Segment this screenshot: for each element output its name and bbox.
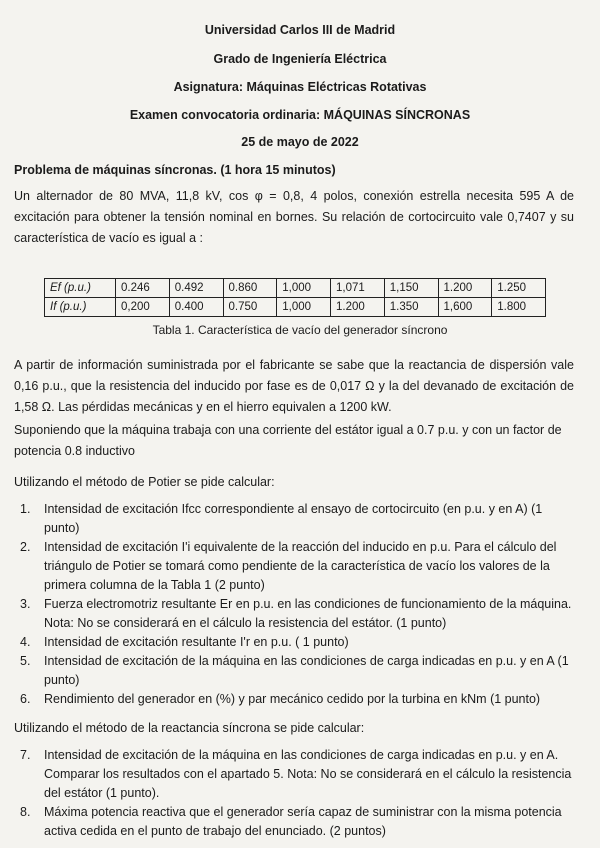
table-cell: 1.200 <box>438 279 492 298</box>
table-cell: 0.750 <box>223 298 277 317</box>
sync-reactance-intro: Utilizando el método de la reactancia síncrona se pide calcular: <box>14 721 365 735</box>
exam-date: 25 de mayo de 2022 <box>241 135 359 149</box>
table-cell: 0.492 <box>169 279 223 298</box>
table-cell: 1,600 <box>438 298 492 317</box>
list-item: 3. Fuerza electromotriz resultante Er en p.u. en las condiciones de funcionamiento de la máquina. Nota: No se considerará en el cálculo la resistencia del estátor. (1 punto) <box>20 597 572 630</box>
list-item: 7. Intensidad de excitación de la máquina en las condiciones de carga indicadas en p.u. y en A. Comparar los resultados con el apartado 5. Nota: No se considerará en el cálculo la resistencia del estátor (1 punto). <box>20 748 572 800</box>
list-item: 5. Intensidad de excitación de la máquina en las condiciones de carga indicadas en p.u. y en A (1 punto) <box>20 654 569 687</box>
degree-title: Grado de Ingeniería Eléctrica <box>213 52 387 66</box>
list-item: 6. Rendimiento del generador en (%) y par mecánico cedido por la turbina en kNm (1 punto) <box>20 692 541 706</box>
manufacturer-paragraph: A partir de información suministrada por el fabricante se sabe que la reactancia de dispersión vale 0,16 p.u., que la resistencia del inducido por fase es de 0,017 Ω y la del devanado de excitación de 1,58 Ω. Las pérdidas mecánicas y en el hierro equivalen a 1200 kW. <box>14 358 574 414</box>
list-item: 4. Intensidad de excitación resultante I'r en p.u. ( 1 punto) <box>20 635 349 649</box>
problem-title: Problema de máquinas síncronas. (1 hora 15 minutos) <box>14 163 336 177</box>
potier-question-list <box>16 500 576 709</box>
sync-question-list <box>16 746 576 841</box>
potier-intro: Utilizando el método de Potier se pide calcular: <box>14 475 275 489</box>
table-cell: 1,071 <box>331 279 385 298</box>
list-item: 2. Intensidad de excitación I'i equivalente de la reacción del inducido en p.u. Para el cálculo del triángulo de Potier se tomará como pendiente de la característica de vacío los valores de la primera columna de la Tabla 1 (2 punto) <box>20 540 557 592</box>
table-cell: 1.250 <box>492 279 546 298</box>
table-cell: 1.350 <box>384 298 438 317</box>
table-cell: 0.400 <box>169 298 223 317</box>
row-label-if: If (p.u.) <box>45 298 116 317</box>
table-cell: 1,000 <box>277 279 331 298</box>
table-cell: 1.800 <box>492 298 546 317</box>
table-row <box>45 298 546 317</box>
table-cell: 0.246 <box>116 279 170 298</box>
intro-paragraph: Un alternador de 80 MVA, 11,8 kV, cos φ = 0,8, 4 polos, conexión estrella necesita 595 A de excitación para obtener la tensión nominal en bornes. Su relación de cortocircuito vale 0,7407 y su característica de vacío es igual a : <box>14 189 574 245</box>
list-item: 1. Intensidad de excitación Ifcc correspondiente al ensayo de cortocircuito (en p.u. y en A) (1 punto) <box>20 502 543 535</box>
table-cell: 0.860 <box>223 279 277 298</box>
table-cell: 1,000 <box>277 298 331 317</box>
table-row <box>45 279 546 298</box>
table-caption: Tabla 1. Característica de vacío del generador síncrono <box>152 323 448 337</box>
subject-title: Asignatura: Máquinas Eléctricas Rotativas <box>173 80 427 94</box>
list-item: 8. Máxima potencia reactiva que el generador sería capaz de suministrar con la misma potencia activa cedida en el punto de trabajo del enunciado. (2 puntos) <box>20 805 562 838</box>
table-cell: 1.200 <box>331 298 385 317</box>
table-cell: 1,150 <box>384 279 438 298</box>
exam-title: Examen convocatoria ordinaria: MÁQUINAS SÍNCRONAS <box>129 108 471 122</box>
university-title: Universidad Carlos III de Madrid <box>204 23 396 37</box>
row-label-ef: Ef (p.u.) <box>45 279 116 298</box>
table-cell: 0,200 <box>116 298 170 317</box>
operating-conditions-paragraph: Suponiendo que la máquina trabaja con una corriente del estátor igual a 0.7 p.u. y con un factor de potencia 0.8 inductivo <box>14 423 562 458</box>
vacuum-characteristic-table <box>44 278 546 317</box>
